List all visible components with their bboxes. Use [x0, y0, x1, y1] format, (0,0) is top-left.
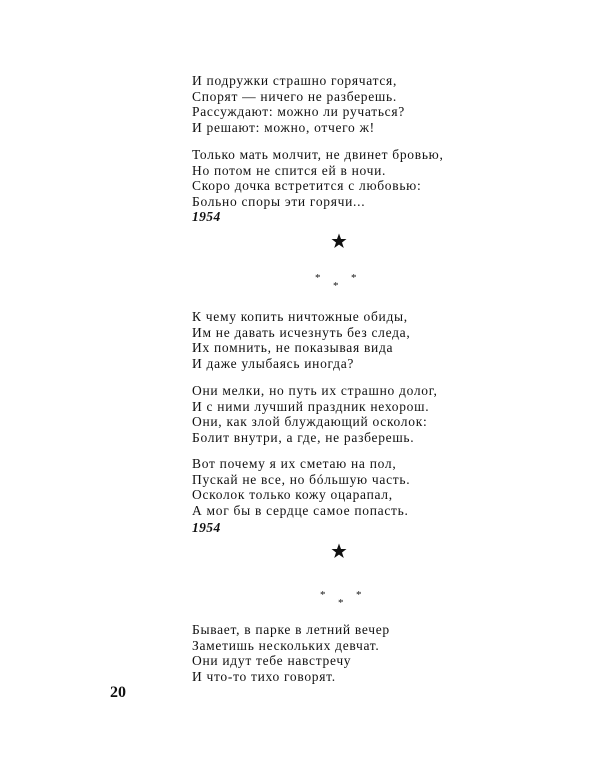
page-number: 20	[110, 684, 126, 701]
verse-line: Рассуждают: можно ли ручаться?	[192, 104, 405, 119]
verse-line: Вот почему я их сметаю на пол,	[192, 456, 397, 471]
verse-line: А мог бы в сердце самое попасть.	[192, 502, 409, 518]
verse-line: Их помнить, не показывая вида	[192, 340, 394, 355]
verse-line: И решают: можно, отчего ж!	[192, 119, 375, 135]
poem1-stanza2	[192, 147, 552, 209]
verse-line: Больно споры эти горячи...	[192, 193, 366, 209]
verse-line: Спорят — ничего не разберешь.	[192, 88, 397, 104]
poem2-stanza3	[192, 456, 552, 518]
poem2-stanza2	[192, 383, 552, 445]
verse-line: Осколок только кожу оцарапал,	[192, 487, 393, 502]
verse-line: И с ними лучший праздник нехорош.	[192, 398, 430, 414]
poem3-stanza1	[192, 622, 552, 684]
verse-line: К чему копить ничтожные обиды,	[192, 309, 408, 324]
verse-line: Они, как злой блуждающий осколок:	[192, 414, 428, 429]
verse-line: Они идут тебе навстречу	[192, 653, 352, 668]
verse-line: Болит внутри, а где, не разберешь.	[192, 429, 415, 445]
verse-line: И даже улыбаясь иногда?	[192, 355, 355, 371]
poem1-stanza1	[192, 73, 552, 135]
verse-line: Только мать молчит, не двинет бровью,	[192, 147, 444, 162]
verse-line: Им не давать исчезнуть без следа,	[192, 324, 411, 340]
verse-line: Заметишь нескольких девчат.	[192, 637, 380, 653]
star-separator-icon	[331, 543, 347, 559]
verse-line: И подружки страшно горячатся,	[192, 73, 398, 88]
asterism-icon: * * *	[320, 589, 362, 609]
verse-line: Но потом не спится ей в ночи.	[192, 162, 387, 178]
verse-line: Они мелки, но путь их страшно долог,	[192, 383, 438, 398]
asterism-icon: * * *	[315, 272, 357, 292]
verse-line: Пускай не все, но бóльшую часть.	[192, 471, 411, 487]
poem2-stanza1	[192, 309, 552, 371]
poem1-year: 1954	[192, 209, 221, 224]
star-separator-icon	[331, 233, 347, 249]
verse-line: Скоро дочка встретится с любовью:	[192, 178, 422, 193]
verse-line: И что-то тихо говорят.	[192, 668, 336, 684]
poem2-year: 1954	[192, 520, 221, 535]
verse-line: Бывает, в парке в летний вечер	[192, 622, 390, 637]
